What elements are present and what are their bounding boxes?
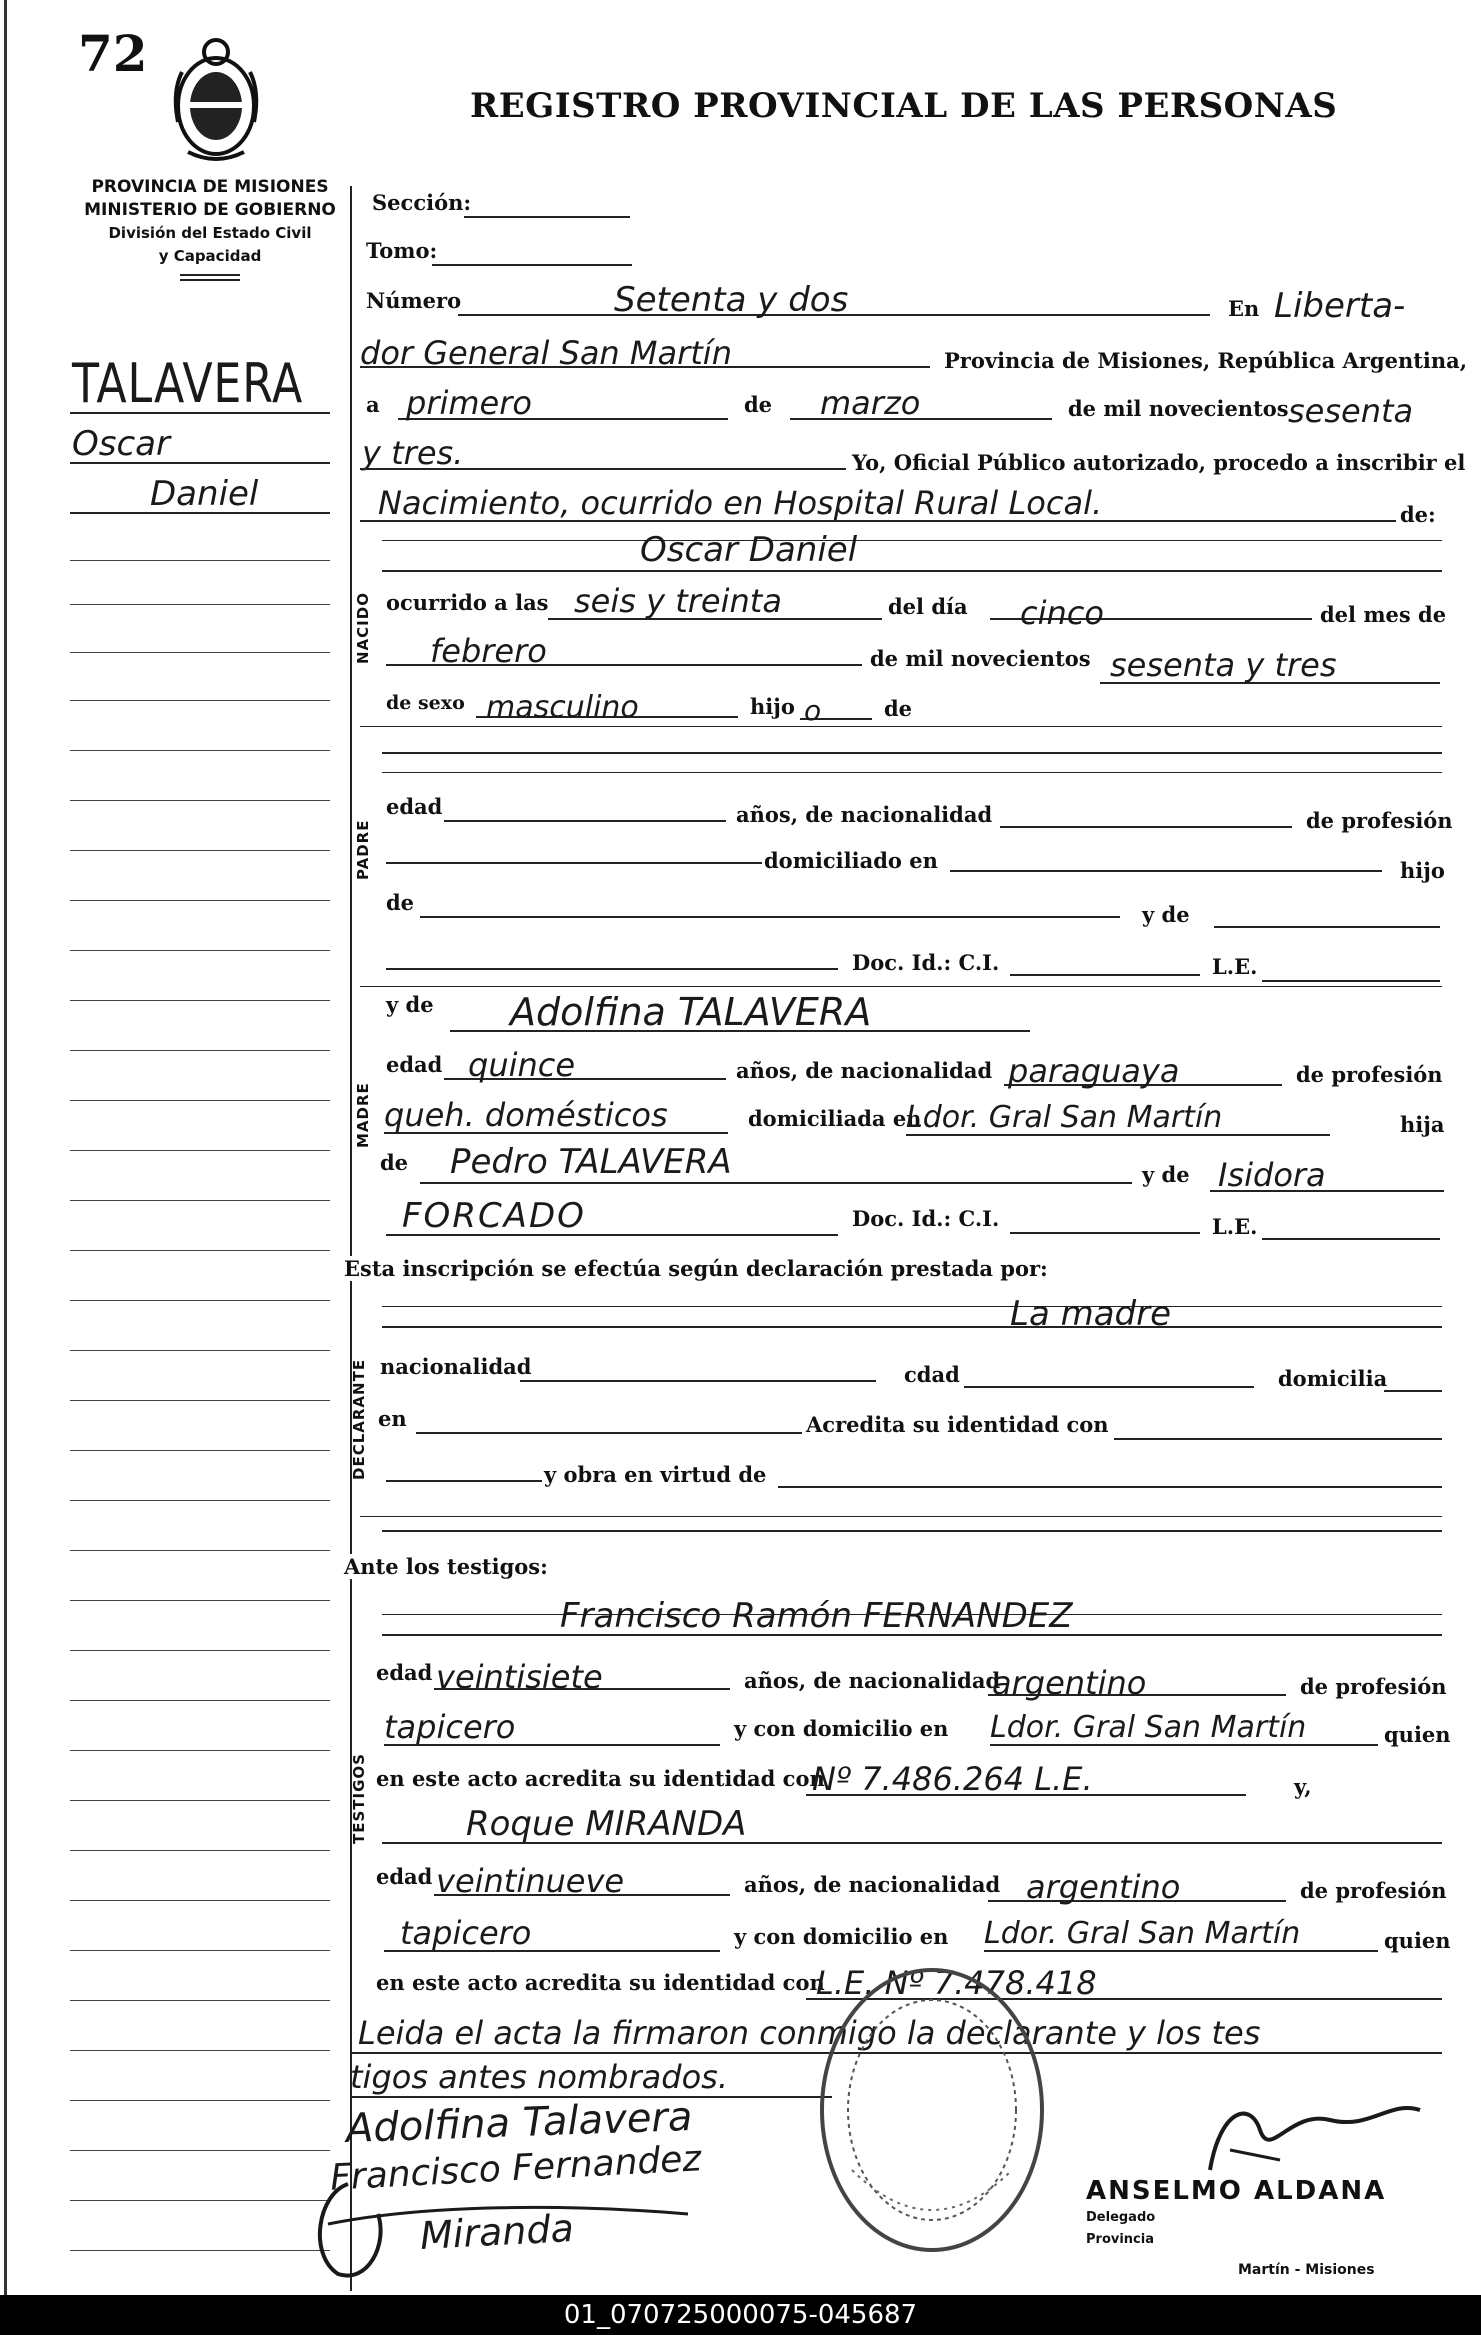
label-padre-y-de: y de (1142, 902, 1190, 927)
label-madre-le: L.E. (1212, 1214, 1258, 1239)
label-testigo2-domicilio: y con domicilio en (734, 1924, 949, 1949)
official-round-stamp (812, 1960, 1052, 2260)
label-ante-testigos: Ante los testigos: (344, 1554, 552, 1579)
field-testigo1-dom: Ldor. Gral San Martín (990, 1710, 1307, 1745)
signature-adolfina: Adolfina Talavera (345, 2093, 694, 2153)
page-number: 72 (78, 24, 148, 83)
label-de-mil-1: de mil novecientos (1068, 396, 1289, 421)
label-declarante-y-obra: y obra en virtud de (544, 1462, 767, 1487)
label-testigo1-acredita: en este acto acredita su identidad con (376, 1766, 825, 1791)
official-name: ANSELMO ALDANA (1086, 2176, 1387, 2206)
label-de-colon: de: (1400, 502, 1436, 527)
field-testigo1-nombre: Francisco Ramón FERNANDEZ (560, 1596, 1073, 1636)
field-madre-nombre: Adolfina TALAVERA (510, 990, 872, 1034)
label-de-1: de (744, 392, 773, 417)
label-declarante-en: en (378, 1406, 407, 1431)
binding-edge (4, 0, 7, 2295)
issuer-block (70, 176, 350, 281)
margin-name-second: Daniel (150, 474, 259, 514)
signature-fernandez: Francisco Fernandez (329, 2138, 703, 2199)
field-madre-madre-a: Isidora (1218, 1156, 1326, 1194)
side-label-testigos: TESTIGOS (350, 1753, 368, 1844)
field-anio-nac: sesenta y tres (1110, 646, 1337, 684)
label-padre-hijo: hijo (1400, 858, 1445, 883)
field-numero: Setenta y dos (614, 280, 849, 320)
field-mes: marzo (820, 384, 921, 422)
footer-document-id: 01_070725000075-045687 (563, 2300, 918, 2330)
label-seccion: Sección: (372, 190, 472, 215)
label-de-2: de (884, 696, 913, 721)
label-madre-doc-id: Doc. Id.: C.I. (852, 1206, 1000, 1231)
side-label-madre: MADRE (354, 1082, 372, 1148)
document-title: REGISTRO PROVINCIAL DE LAS PERSONAS (470, 86, 1338, 126)
field-testigo2-edad: veintinueve (436, 1862, 625, 1900)
label-del-mes: del mes de (1320, 602, 1447, 627)
label-declarante-nacionalidad: nacionalidad (380, 1354, 532, 1379)
official-signature (1190, 2090, 1430, 2190)
label-madre-domiciliada: domiciliada en (748, 1106, 922, 1131)
label-padre-profesion: de profesión (1306, 808, 1453, 833)
field-testigo1-nac: argentino (992, 1664, 1147, 1702)
label-testigo2-anos-nac: años, de nacionalidad (744, 1872, 1001, 1897)
label-del-dia: del día (888, 594, 968, 619)
field-hora: seis y treinta (574, 582, 782, 620)
label-testigo1-profesion: de profesión (1300, 1674, 1447, 1699)
label-de-sexo: de sexo (386, 692, 465, 714)
label-padre-anos-nac: años, de nacionalidad (736, 802, 993, 827)
closing-line-1: Leida el acta la firmaron conmigo la declarante y los tes (358, 2014, 1261, 2052)
coat-of-arms-seal (168, 32, 264, 166)
field-testigo2-doc: L.E. Nº 7.478.418 (816, 1964, 1097, 2002)
label-testigo1-domicilio: y con domicilio en (734, 1716, 949, 1741)
label-padre-le: L.E. (1212, 954, 1258, 979)
field-declarante: La madre (1010, 1294, 1172, 1334)
field-en-place-a: Liberta- (1274, 286, 1406, 326)
label-testigo2-profesion: de profesión (1300, 1878, 1447, 1903)
label-madre-hija: hija (1400, 1112, 1445, 1137)
issuer-ministry: MINISTERIO DE GOBIERNO (84, 200, 336, 220)
label-madre-y-de: y de (386, 992, 434, 1017)
label-padre-de: de (386, 890, 415, 915)
footer-bar (0, 2295, 1481, 2335)
field-mes-nac: febrero (430, 632, 547, 670)
field-testigo2-nac: argentino (1026, 1868, 1181, 1906)
label-numero: Número (366, 288, 462, 313)
label-padre-doc-id: Doc. Id.: C.I. (852, 950, 1000, 975)
label-testigo1-edad: edad (376, 1660, 433, 1685)
label-madre-edad: edad (386, 1052, 443, 1077)
label-de-mil-2: de mil novecientos (870, 646, 1091, 671)
field-madre-prof: queh. domésticos (384, 1096, 668, 1134)
field-dia-nac: cinco (1020, 594, 1104, 632)
signature-miranda: Miranda (418, 2206, 575, 2258)
label-testigo1-y: y, (1294, 1774, 1312, 1799)
side-label-declarante: DECLARANTE (350, 1358, 368, 1480)
field-madre-madre-b: FORCADO (402, 1196, 586, 1236)
label-padre-edad: edad (386, 794, 443, 819)
label-declarante-edad: cdad (904, 1362, 960, 1387)
margin-surname: TALAVERA (72, 352, 304, 415)
label-madre-de: de (380, 1150, 409, 1175)
field-en-place-b: dor General San Martín (360, 334, 732, 372)
field-testigo2-nombre: Roque MIRANDA (466, 1804, 747, 1844)
issuer-capacity: y Capacidad (158, 247, 262, 265)
field-acto: Nacimiento, ocurrido en Hospital Rural Local. (378, 484, 1103, 522)
issuer-division: División del Estado Civil (108, 224, 312, 242)
label-ocurrido: ocurrido a las (386, 590, 549, 615)
field-madre-dom: Ldor. Gral San Martín (906, 1100, 1223, 1135)
label-testigo2-quien: quien (1384, 1928, 1451, 1953)
label-madre-y-de-2: y de (1142, 1162, 1190, 1187)
label-hijo: hijo (750, 694, 795, 719)
label-provincia: Provincia de Misiones, República Argentina, (944, 348, 1468, 373)
field-sexo: masculino (486, 690, 639, 725)
label-madre-profesion: de profesión (1296, 1062, 1443, 1087)
field-testigo1-prof: tapicero (384, 1708, 516, 1746)
field-testigo1-edad: veintisiete (436, 1658, 603, 1696)
field-madre-nac: paraguaya (1008, 1052, 1180, 1090)
field-anio-b: y tres. (362, 434, 464, 472)
form-left-border (350, 186, 352, 2291)
label-testigo1-anos-nac: años, de nacionalidad (744, 1668, 1001, 1693)
official-title-3: Martín - Misiones (1238, 2262, 1375, 2278)
label-padre-domiciliado: domiciliado en (764, 848, 938, 873)
side-label-nacido: NACIDO (354, 592, 372, 664)
label-en: En (1228, 296, 1260, 321)
official-title-2: Provincia (1086, 2232, 1154, 2247)
margin-name-first: Oscar (72, 424, 170, 464)
label-tomo: Tomo: (366, 238, 438, 263)
field-anio-a: sesenta (1288, 392, 1414, 430)
label-testigo2-acredita: en este acto acredita su identidad con (376, 1970, 825, 1995)
field-madre-padre: Pedro TALAVERA (450, 1142, 732, 1182)
label-madre-anos-nac: años, de nacionalidad (736, 1058, 993, 1083)
label-testigo1-quien: quien (1384, 1722, 1451, 1747)
label-yo-oficial: Yo, Oficial Público autorizado, procedo a inscribir el (852, 450, 1466, 475)
official-title-1: Delegado (1086, 2210, 1156, 2225)
field-madre-edad: quince (468, 1046, 576, 1084)
field-testigo1-doc: Nº 7.486.264 L.E. (812, 1760, 1093, 1798)
field-testigo2-prof: tapicero (400, 1914, 532, 1952)
field-dia: primero (406, 384, 532, 422)
field-nombre-nacido: Oscar Daniel (640, 530, 858, 570)
label-esta-inscripcion: Esta inscripción se efectúa según declaración prestada por: (344, 1256, 1052, 1281)
label-declarante-acredita: Acredita su identidad con (806, 1412, 1109, 1437)
label-declarante-domicilia: domicilia (1278, 1366, 1388, 1391)
issuer-province: PROVINCIA DE MISIONES (91, 177, 329, 197)
label-testigo2-edad: edad (376, 1864, 433, 1889)
side-label-padre: PADRE (354, 819, 372, 880)
field-hijo-suffix: o (804, 694, 822, 727)
label-a: a (366, 392, 380, 417)
field-testigo2-dom: Ldor. Gral San Martín (984, 1916, 1301, 1951)
closing-line-2: tigos antes nombrados. (350, 2058, 728, 2096)
